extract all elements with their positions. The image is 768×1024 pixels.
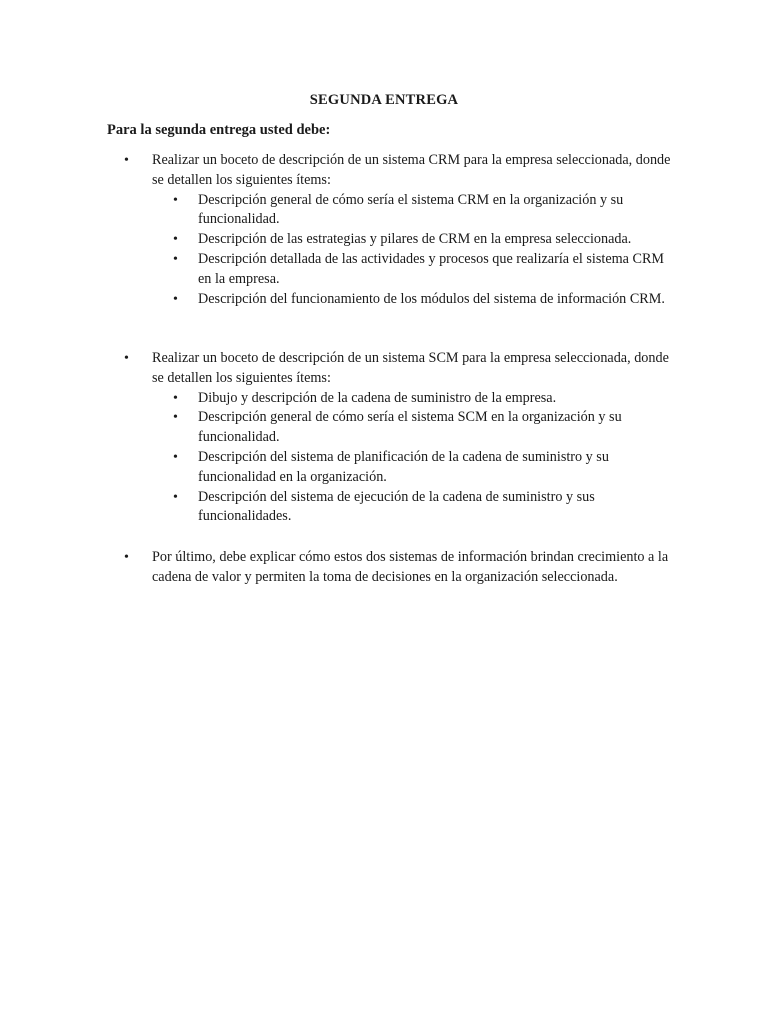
bullet-icon: • (173, 390, 178, 406)
bullet-scm (124, 349, 672, 389)
document-subtitle: Para la segunda entrega usted debe: (107, 122, 331, 138)
section-scm (124, 349, 672, 527)
crm-item (173, 250, 672, 290)
scm-item-text: Dibujo y descripción de la cadena de suministro de la empresa. (198, 389, 557, 406)
scm-item (173, 389, 672, 409)
scm-item (173, 488, 672, 528)
crm-item-text: Descripción detallada de las actividades y procesos que realizaría el sistema CRM en la empresa. (198, 250, 665, 287)
bullet-final (124, 548, 672, 588)
scm-item-text: Descripción general de cómo sería el sistema SCM en la organización y su funcionalidad. (198, 409, 622, 446)
bullet-icon: • (124, 351, 129, 366)
crm-item-text: Descripción general de cómo sería el sistema CRM en la organización y su funcionalidad. (198, 191, 624, 228)
section-crm (124, 151, 672, 309)
crm-item-text: Descripción de las estrategias y pilares de CRM en la empresa seleccionada. (198, 231, 632, 248)
document-title: SEGUNDA ENTREGA (309, 92, 459, 108)
crm-item-text: Descripción del funcionamiento de los módulos del sistema de información CRM. (198, 290, 665, 307)
bullet-icon: • (124, 550, 129, 565)
scm-item (173, 408, 672, 448)
bullet-icon: • (173, 192, 178, 208)
bullet-icon: • (124, 153, 129, 168)
scm-item (173, 448, 672, 488)
scm-sublist (152, 389, 672, 528)
bullet-icon: • (173, 410, 178, 426)
bullet-crm (124, 151, 672, 191)
bullet-crm-text: Realizar un boceto de descripción de un sistema CRM para la empresa seleccionada, donde se detallen los siguientes ítems: (152, 152, 671, 188)
crm-item (173, 230, 672, 250)
crm-item (173, 290, 672, 310)
section-final (124, 548, 672, 588)
bullet-scm-text: Realizar un boceto de descripción de un sistema SCM para la empresa seleccionada, donde se detallen los siguientes ítems: (152, 350, 669, 386)
crm-sublist (152, 191, 672, 310)
scm-item-text: Descripción del sistema de ejecución de la cadena de suministro y sus funcionalidades. (198, 488, 595, 525)
bullet-icon: • (173, 291, 178, 307)
bullet-icon: • (173, 489, 178, 505)
bullet-icon: • (173, 251, 178, 267)
bullet-icon: • (173, 449, 178, 465)
scm-item-text: Descripción del sistema de planificación de la cadena de suministro y su funcionalidad en la organización. (198, 448, 609, 485)
crm-item (173, 191, 672, 231)
bullet-icon: • (173, 232, 178, 248)
bullet-final-text: Por último, debe explicar cómo estos dos sistemas de información brindan crecimiento a la cadena de valor y permiten la toma de decisiones en la organización seleccionada. (152, 549, 669, 585)
